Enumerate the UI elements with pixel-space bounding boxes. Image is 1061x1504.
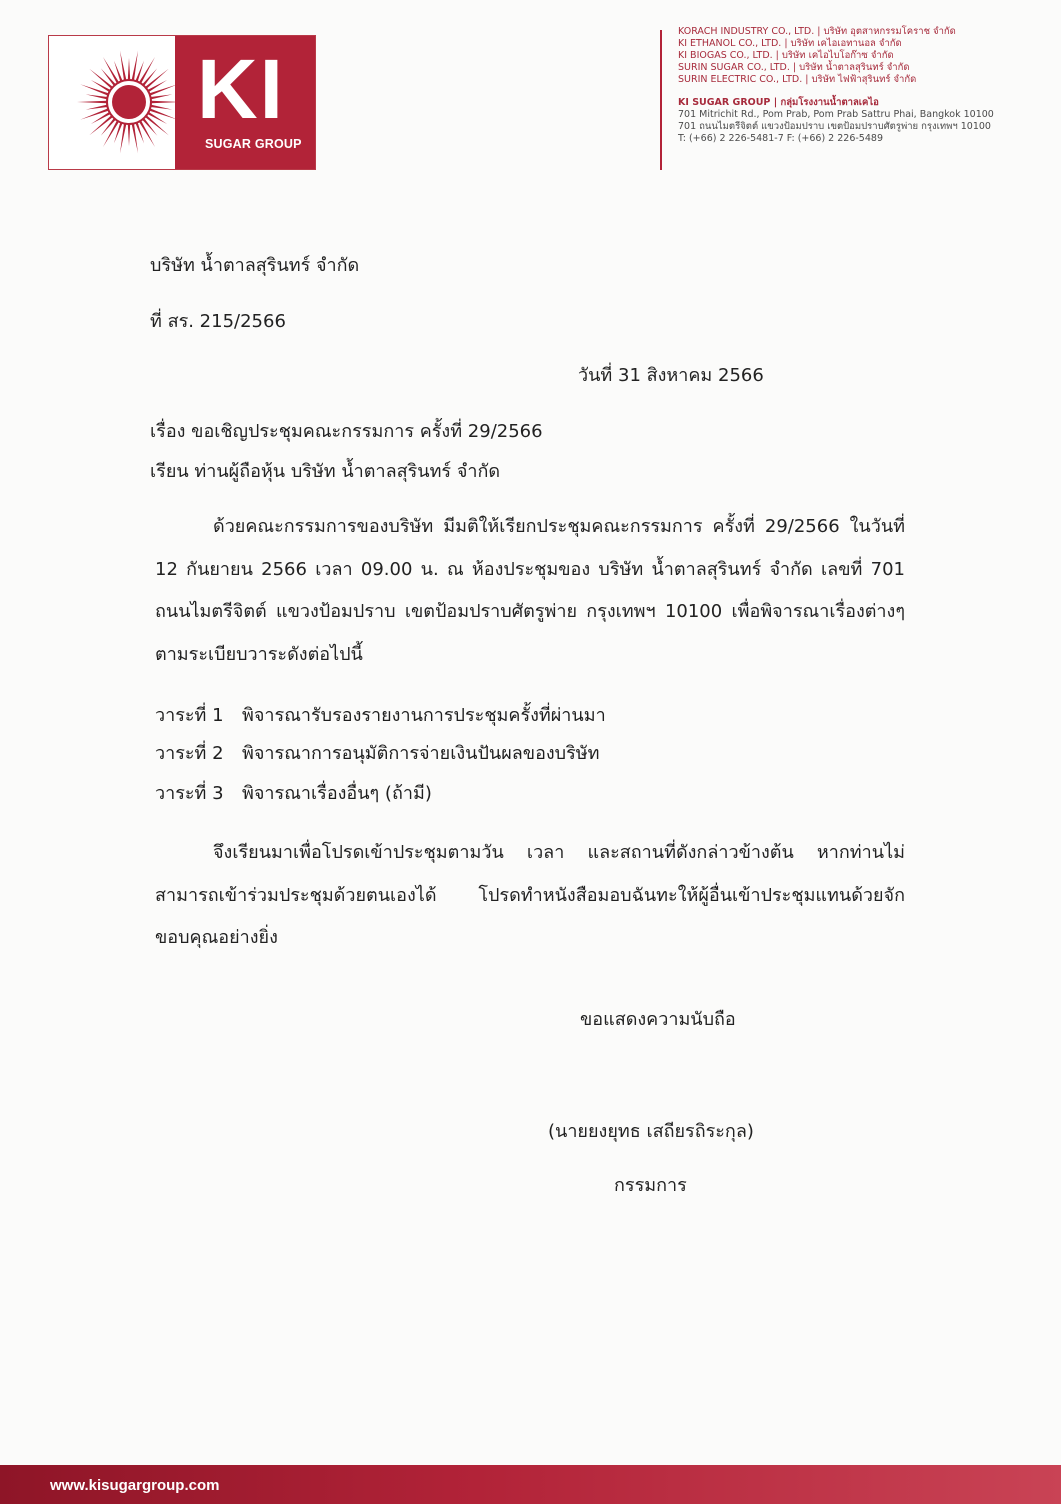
company-line: KI BIOGAS CO., LTD. | บริษัท เคไอไบโอก๊าซ จำกัด (678, 50, 894, 61)
group-address-en: 701 Mitrichit Rd., Pom Prab, Pom Prab Sattru Phai, Bangkok 10100 (678, 109, 994, 120)
group-name: KI SUGAR GROUP | กลุ่มโรงงานน้ำตาลเคไอ (678, 97, 879, 108)
agenda-text: พิจารณารับรองรายงานการประชุมครั้งที่ผ่านมา (242, 705, 606, 726)
company-line: SURIN ELECTRIC CO., LTD. | บริษัท ไฟฟ้าสุรินทร์ จำกัด (678, 74, 917, 85)
letter-date: วันที่ 31 สิงหาคม 2566 (578, 365, 764, 386)
company-line: KORACH INDUSTRY CO., LTD. | บริษัท อุตสาหกรรมโคราช จำกัด (678, 26, 956, 37)
agenda-item (155, 700, 606, 729)
company-line: KI ETHANOL CO., LTD. | บริษัท เคไอเอทานอล จำกัด (678, 38, 902, 49)
company-line: SURIN SUGAR CO., LTD. | บริษัท น้ำตาลสุรินทร์ จำกัด (678, 62, 910, 73)
letter-recipient: เรียน ท่านผู้ถือหุ้น บริษัท น้ำตาลสุรินทร์ จำกัด (150, 461, 501, 482)
agenda-number: วาระที่ 3 (155, 783, 224, 804)
agenda-item (155, 778, 432, 807)
agenda-text: พิจารณาการอนุมัติการจ่ายเงินปันผลของบริษัท (242, 743, 600, 764)
company-logo (48, 35, 316, 170)
website-link[interactable]: www.kisugargroup.com (50, 1477, 220, 1494)
sun-logo-icon (75, 48, 183, 156)
signer-title: กรรมการ (614, 1175, 687, 1196)
group-phone: T: (+66) 2 226-5481-7 F: (+66) 2 226-5489 (678, 133, 883, 144)
header-divider (660, 30, 662, 170)
agenda-number: วาระที่ 2 (155, 743, 224, 764)
logo-tagline: SUGAR GROUP (205, 137, 302, 151)
signer-name: (นายยงยุทธ เสถียรถิระกุล) (548, 1121, 754, 1142)
letter-body-paragraph-2: จึงเรียนมาเพื่อโปรดเข้าประชุมตามวัน เวลา และสถานที่ดังกล่าวข้างต้น หากท่านไม่สามารถเข้าร่วมประชุมด้วยตนเองได้ โปรดทำหนังสือมอบฉันทะให้ผู้อื่นเข้าประชุมแทนด้วยจักขอบคุณอย่างยิ่ง (155, 842, 905, 948)
letter-closing: ขอแสดงความนับถือ (580, 1009, 736, 1030)
letter-body-paragraph-1: ด้วยคณะกรรมการของบริษัท มีมติให้เรียกประชุมคณะกรรมการ ครั้งที่ 29/2566 ในวันที่ 12 กันยายน 2566 เวลา 09.00 น. ณ ห้องประชุมของ บริษัท น้ำตาลสุรินทร์ จำกัด เลขที่ 701 ถนนไมตรีจิตต์ แขวงป้อมปราบ เขตป้อมปราบศัตรูพ่าย กรุงเทพฯ 10100 เพื่อพิจารณาเรื่องต่างๆ ตามระเบียบวาระดังต่อไปนี้ (155, 516, 905, 665)
logo-brand-text: KI (197, 42, 285, 136)
footer-bar (0, 1465, 1061, 1504)
logo-red-block (175, 36, 315, 169)
letter-sender: บริษัท น้ำตาลสุรินทร์ จำกัด (150, 255, 360, 276)
letter-reference: ที่ สร. 215/2566 (150, 311, 286, 332)
agenda-number: วาระที่ 1 (155, 705, 224, 726)
agenda-text: พิจารณาเรื่องอื่นๆ (ถ้ามี) (242, 783, 432, 804)
letter-subject: เรื่อง ขอเชิญประชุมคณะกรรมการ ครั้งที่ 29/2566 (150, 421, 543, 442)
company-list (678, 26, 994, 145)
group-address-th: 701 ถนนไมตรีจิตต์ แขวงป้อมปราบ เขตป้อมปราบศัตรูพ่าย กรุงเทพฯ 10100 (678, 121, 991, 132)
agenda-item (155, 738, 600, 767)
